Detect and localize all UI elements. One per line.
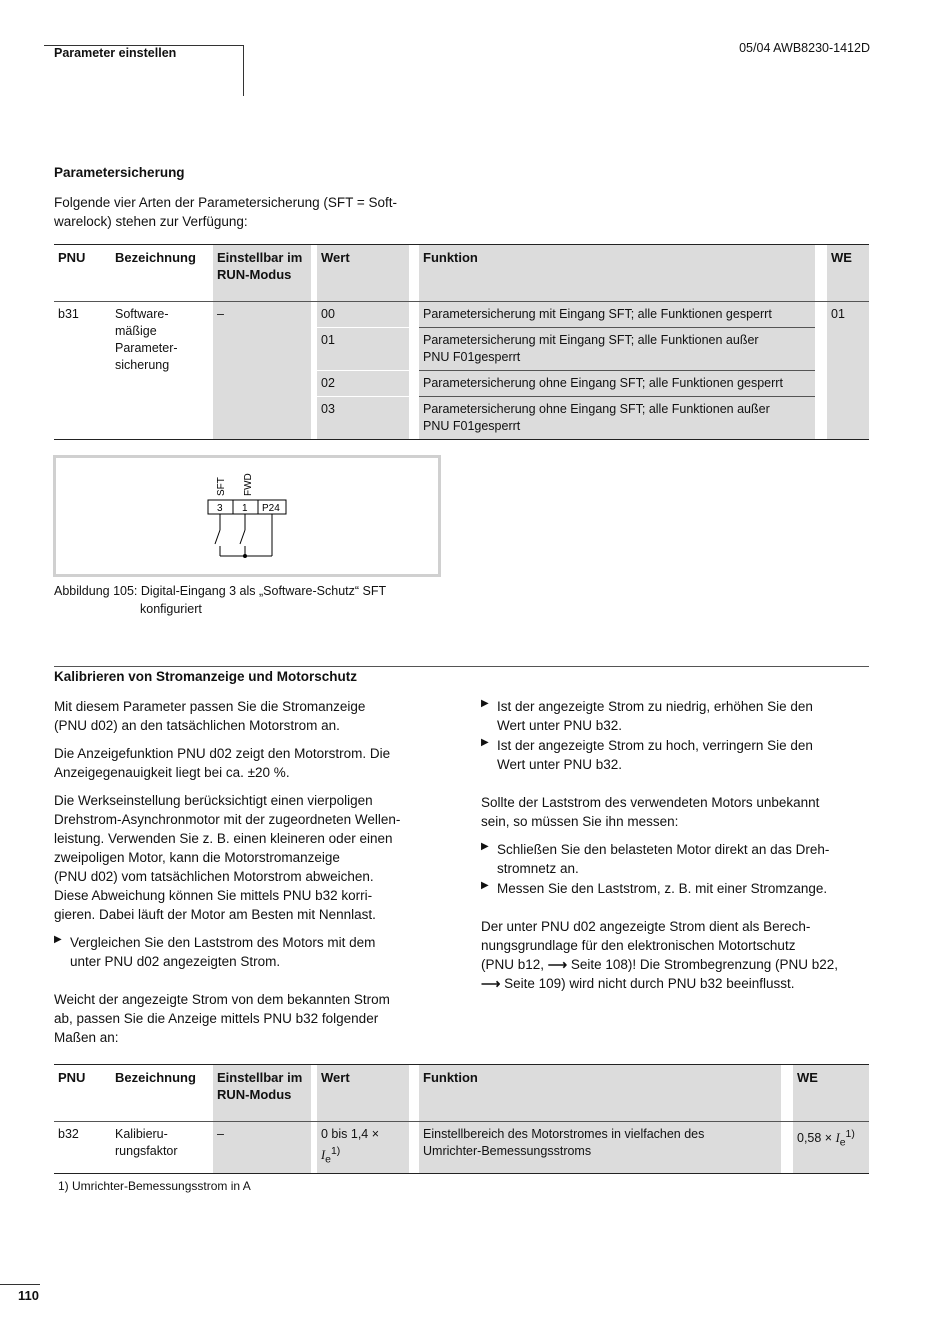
einstellbar-cell: – <box>213 1122 311 1173</box>
paragraph: Die Werkseinstellung berücksichtigt einen vierpoligen Drehstrom-Asynchronmotor mit der zugeordneten Wellen- leistung. Verwenden Sie z. B. einen kleineren oder einen zweipoligen Motor, kann die Motorstromanzeige (PNU d02) vom tatsächlichen Motorstrom abweichen. Diese Abweichung können Sie mittels PNU b32 korri- gieren. Dabei läuft der Motor am Besten mit Nennlast. <box>54 793 401 922</box>
we-cell: $0,58 \times I_e^{1)}$ <box>793 1122 869 1173</box>
wert-cell: 02 <box>317 371 409 397</box>
bullet-item: ▶ Schließen Sie den belasteten Motor direkt an das Dreh- stromnetz an. <box>481 840 866 878</box>
col-header-wert: Wert <box>317 1065 409 1121</box>
col-header-bezeichnung: Bezeichnung <box>115 250 196 265</box>
col-header-we: WE <box>827 245 869 301</box>
col-header-wert: Wert <box>317 245 409 301</box>
figure-frame <box>53 455 441 577</box>
terminal-p24: P24 <box>262 503 280 514</box>
wert-cell: 0 bis 1,4 × $I_e^{1)}$ <box>317 1122 409 1173</box>
bezeichnung-cell: Kalibieru- rungsfaktor <box>115 1127 178 1158</box>
col-header-einstellbar: Einstellbar im RUN-Modus <box>213 1065 311 1121</box>
bezeichnung-cell: Software- mäßige Parameter- sicherung <box>115 307 178 372</box>
arrow-right-icon: ⟶ <box>481 976 501 991</box>
chapter-title: Parameter einstellen <box>54 46 177 60</box>
table-row <box>54 1122 869 1173</box>
paragraph: Weicht der angezeigte Strom von dem bekannten Strom ab, passen Sie die Anzeige mittels PNU b32 folgender Maßen an: <box>54 992 390 1045</box>
col-header-einstellbar: Einstellbar im RUN-Modus <box>213 245 311 301</box>
funktion-cell: Parametersicherung mit Eingang SFT; alle Funktionen gesperrt <box>419 302 815 328</box>
paragraph: Sollte der Laststrom des verwendeten Motors unbekannt sein, so müssen Sie ihn messen: <box>481 795 820 829</box>
table-b32 <box>54 1064 869 1193</box>
terminal-3: 3 <box>217 503 223 514</box>
col-header-funktion: Funktion <box>419 245 815 301</box>
paragraph: Die Anzeigefunktion PNU d02 zeigt den Motorstrom. Die Anzeigegenauigkeit liegt bei ca. ±20 %. <box>54 746 391 780</box>
funktion-cell: Parametersicherung ohne Eingang SFT; alle Funktionen gesperrt <box>419 371 815 397</box>
bullet-item: ▶ Ist der angezeigte Strom zu niedrig, erhöhen Sie den Wert unter PNU b32. <box>481 697 866 735</box>
col-header-bezeichnung: Bezeichnung <box>115 1070 196 1085</box>
table-row <box>54 302 869 328</box>
label-sft: SFT <box>216 477 227 496</box>
einstellbar-cell: – <box>213 302 311 439</box>
intro-line: Folgende vier Arten der Parametersicherung (SFT = Soft- <box>54 195 398 210</box>
arrow-right-icon: ⟶ <box>547 957 568 972</box>
bullet-item: ▶ Vergleichen Sie den Laststrom des Motors mit dem unter PNU d02 angezeigten Strom. <box>54 933 434 971</box>
paragraph: Der unter PNU d02 angezeigte Strom dient als Berech- nungsgrundlage für den elektronischen Motortschutz (PNU b12, ⟶ Seite 108)! Die Strombegrenzung (PNU b22, ⟶ Seite 109) wird nicht durch PNU b32 beeinflusst. <box>481 919 839 991</box>
page-number: 110 <box>18 1288 39 1303</box>
intro-line: warelock) stehen zur Verfügung: <box>54 214 248 229</box>
section-title-parametersicherung: Parametersicherung <box>54 165 185 180</box>
figure-caption: Abbildung 105: Digital-Eingang 3 als „Software-Schutz“ SFT konfiguriert <box>54 584 387 616</box>
paragraph: Mit diesem Parameter passen Sie die Stromanzeige (PNU d02) an den tatsächlichen Motorstrom an. <box>54 699 366 733</box>
page-link[interactable]: Seite 108)! Die Strombegrenzung (PNU b22, <box>567 957 839 972</box>
wert-cell: 03 <box>317 397 409 440</box>
terminal-1: 1 <box>242 503 248 514</box>
document-id: 05/04 AWB8230-1412D <box>739 41 870 55</box>
table-b31 <box>54 244 869 440</box>
funktion-cell: Parametersicherung ohne Eingang SFT; alle Funktionen außer PNU F01gesperrt <box>419 397 815 440</box>
col-header-funktion: Funktion <box>419 1065 781 1121</box>
wert-cell: 00 <box>317 302 409 328</box>
wert-cell: 01 <box>317 328 409 371</box>
col-header-we: WE <box>793 1065 869 1121</box>
funktion-cell: Einstellbereich des Motorstromes in vielfachen des Umrichter-Bemessungsstroms <box>419 1122 781 1173</box>
bullet-item: ▶ Messen Sie den Laststrom, z. B. mit einer Stromzange. <box>481 879 866 898</box>
col-header-pnu: PNU <box>58 1070 86 1085</box>
left-column <box>54 697 434 1047</box>
table-footnote: 1) Umrichter-Bemessungsstrom in A <box>58 1178 251 1193</box>
col-header-pnu: PNU <box>58 250 86 265</box>
right-column <box>481 697 866 993</box>
page-link[interactable]: Seite 109) wird nicht durch PNU b32 beeinflusst. <box>500 976 795 991</box>
intro-paragraph <box>54 193 414 231</box>
label-fwd: FWD <box>243 473 254 496</box>
wiring-diagram <box>56 458 438 574</box>
pnu-cell: b32 <box>58 1127 79 1141</box>
section-title-kalibrieren: Kalibrieren von Stromanzeige und Motorschutz <box>54 669 358 684</box>
we-cell: 01 <box>827 302 869 439</box>
bullet-item: ▶ Ist der angezeigte Strom zu hoch, verringern Sie den Wert unter PNU b32. <box>481 736 866 774</box>
funktion-cell: Parametersicherung mit Eingang SFT; alle Funktionen außer PNU F01gesperrt <box>419 328 815 371</box>
pnu-cell: b31 <box>58 307 79 321</box>
